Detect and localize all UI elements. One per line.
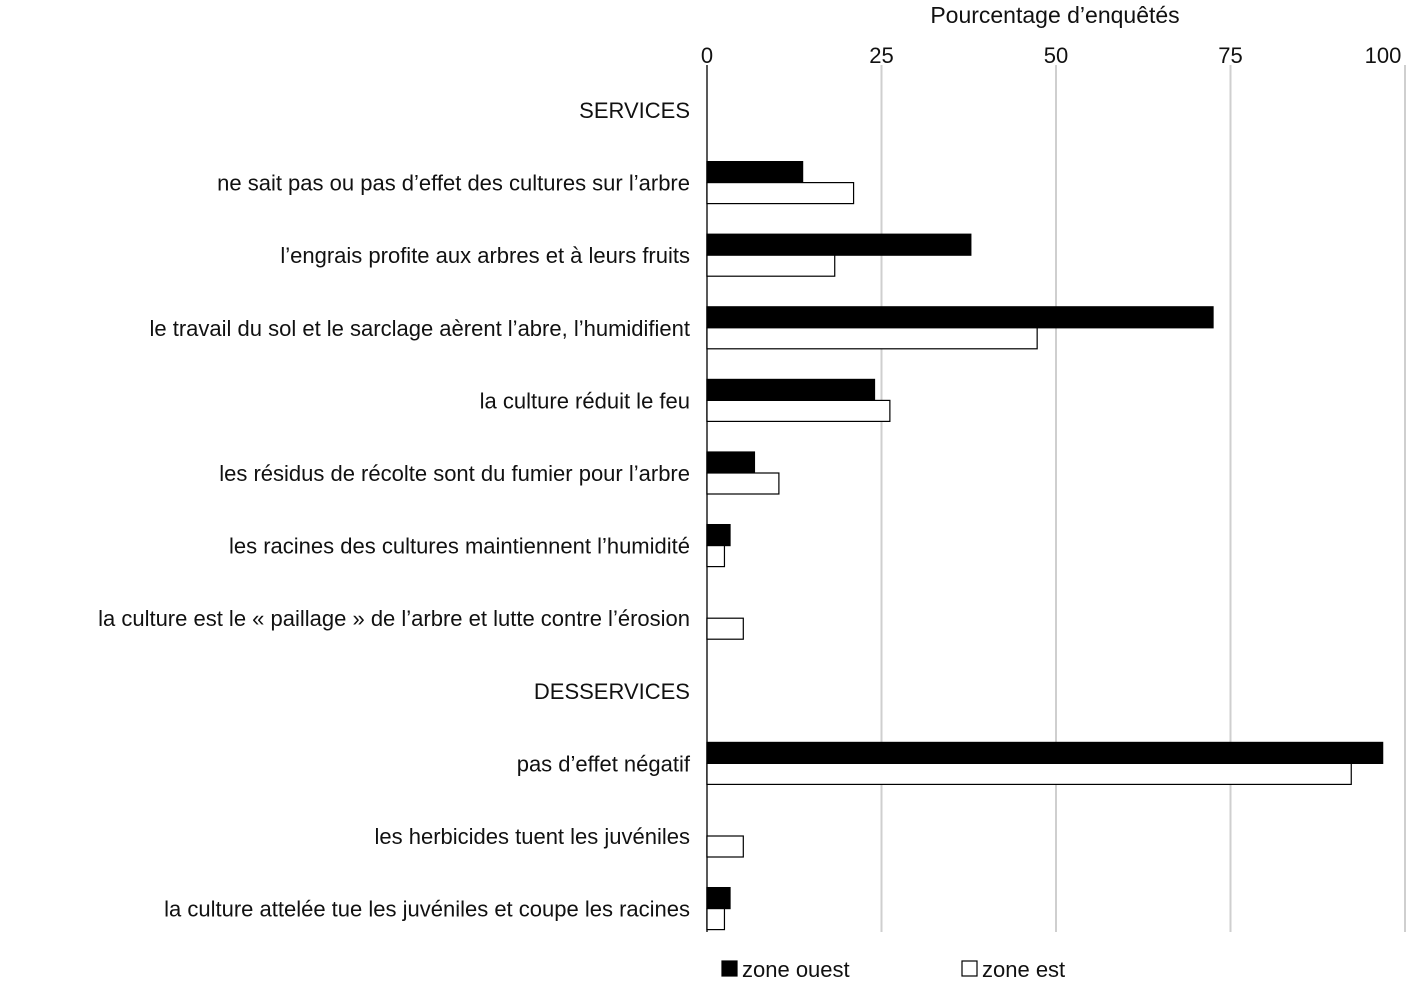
bar-zone-est: [707, 763, 1351, 784]
bar-zone-ouest: [707, 234, 971, 255]
bars: [707, 162, 1383, 930]
bar-zone-est: [707, 473, 779, 494]
bar-zone-est: [707, 909, 724, 930]
x-tick-label: 75: [1218, 43, 1243, 68]
legend: [722, 957, 1065, 982]
category-label: la culture réduit le feu: [479, 388, 690, 414]
bar-zone-ouest: [707, 742, 1383, 763]
category-label: pas d’effet négatif: [516, 751, 690, 777]
category-label: ne sait pas ou pas d’effet des cultures sur l’arbre: [217, 170, 690, 196]
category-labels: [98, 98, 691, 922]
category-label: les racines des cultures maintiennent l’humidité: [228, 533, 690, 559]
category-label: les herbicides tuent les juvéniles: [374, 824, 690, 849]
x-tick-label: 50: [1043, 43, 1069, 68]
legend-swatch: [722, 961, 737, 976]
bar-zone-est: [707, 328, 1037, 349]
bar-zone-est: [707, 255, 835, 276]
legend-label: zone est: [982, 957, 1066, 982]
bar-zone-est: [707, 546, 724, 567]
legend-label: zone ouest: [742, 957, 850, 982]
bar-zone-est: [707, 836, 743, 857]
category-label: l’engrais profite aux arbres et à leurs fruits: [280, 243, 690, 269]
bar-zone-ouest: [707, 162, 803, 183]
category-label: DESSERVICES: [533, 678, 690, 704]
bar-zone-ouest: [707, 452, 754, 473]
x-tick-label: 25: [869, 43, 894, 68]
x-tick-label: 0: [700, 43, 714, 68]
category-label: SERVICES: [579, 98, 690, 123]
x-axis-title: Pourcentage d’enquêtés: [930, 2, 1180, 28]
bar-zone-ouest: [707, 525, 730, 546]
category-label: le travail du sol et le sarclage aèrent l’abre, l’humidifient: [149, 315, 690, 341]
bar-zone-ouest: [707, 379, 875, 400]
bar-zone-ouest: [707, 888, 730, 909]
bar-zone-est: [707, 618, 743, 639]
bar-zone-est: [707, 400, 890, 421]
category-label: la culture est le « paillage » de l’arbre et lutte contre l’érosion: [98, 606, 690, 632]
bar-zone-ouest: [707, 307, 1213, 328]
category-label: la culture attelée tue les juvéniles et coupe les racines: [164, 896, 690, 922]
x-axis-ticks: [701, 43, 1401, 68]
legend-swatch: [962, 961, 977, 976]
category-label: les résidus de récolte sont du fumier pour l’arbre: [219, 461, 690, 486]
x-tick-label: 100: [1364, 43, 1402, 68]
bar-zone-est: [707, 183, 854, 204]
